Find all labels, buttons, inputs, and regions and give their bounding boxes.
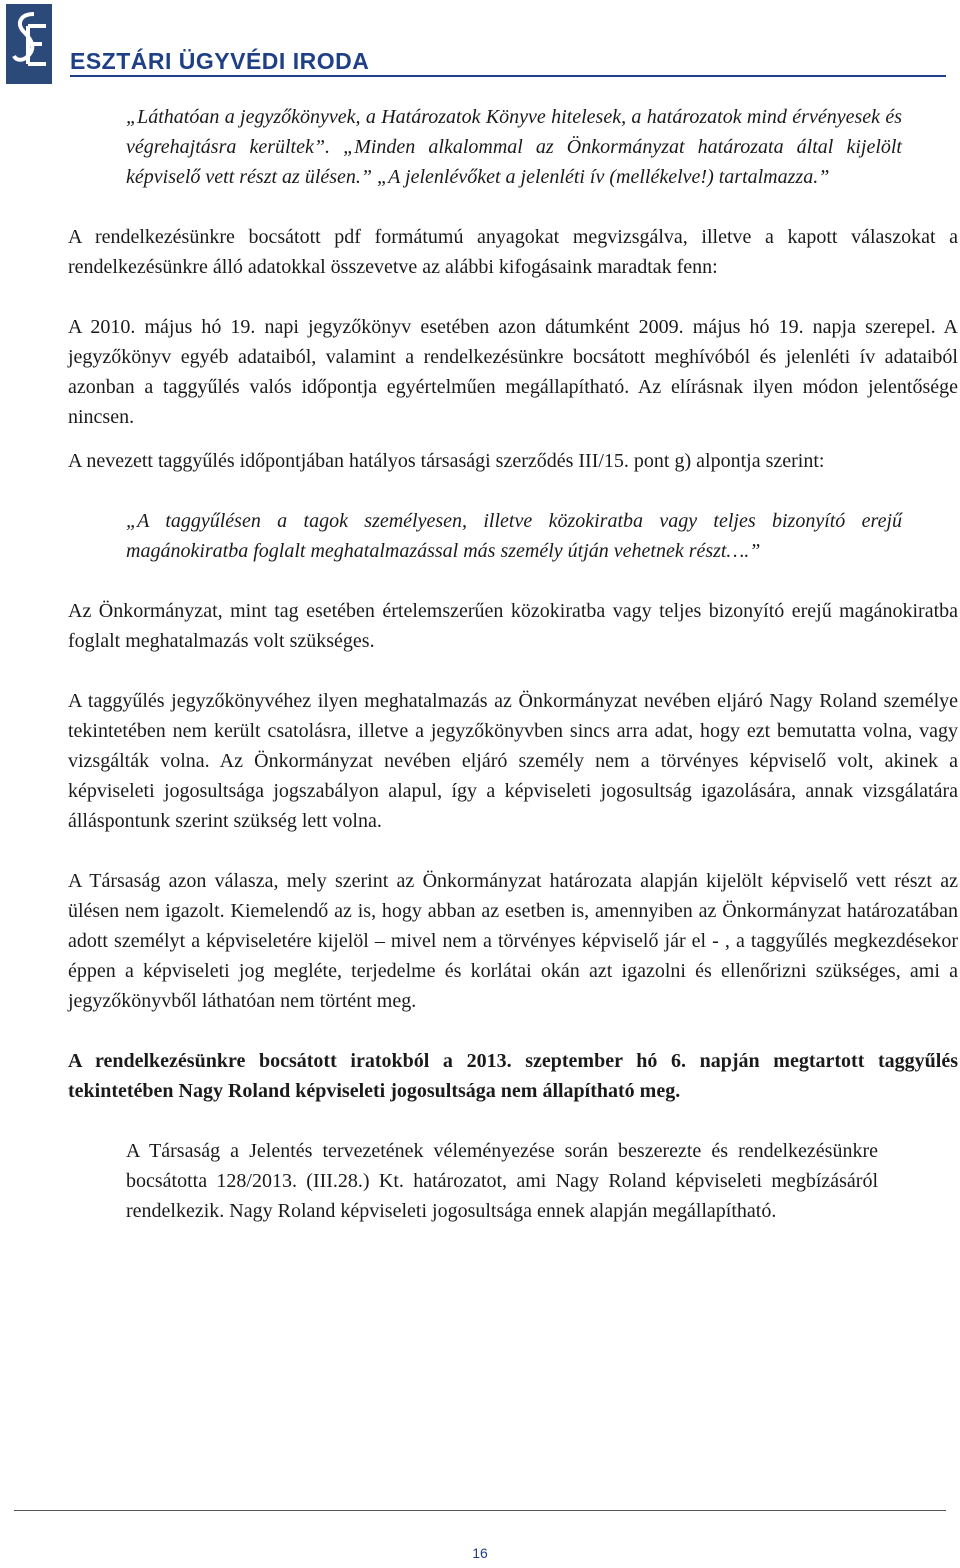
intro-paragraph: A rendelkezésünkre bocsátott pdf formátumú anyagokat megvizsgálva, illetve a kapott válaszokat a rendelkezésünkre álló adatokkal összevetve az alábbi kifogásaink maradtak fenn: [68, 226, 958, 278]
date-discrepancy-paragraph: A 2010. május hó 19. napi jegyzőkönyv esetében azon dátumként 2009. május hó 19. napja szerepel. A jegyzőkönyv egyéb adataiból, valamint a rendelkezésünkre bocsátott meghívóból és jelenléti ív adataiból azonban a taggyűlés valós időpontja egyértelműen megállapítható. Az elírásnak ilyen módon jelentősége nincsen. [68, 316, 958, 428]
footer-divider [14, 1510, 946, 1511]
supplementary-note: A Társaság a Jelentés tervezetének véleményezése során beszerezte és rendelkezésünkre bocsátotta 128/2013. (III.28.) Kt. határozatot, ami Nagy Roland képviseleti megbízásáról rendelkezik. Nagy Roland képviseleti jogosultsága ennek alapján megállapítható. [126, 1140, 878, 1222]
authorization-requirement-paragraph: Az Önkormányzat, mint tag esetében értelemszerűen közokiratba vagy teljes bizonyító erejű magánokiratba foglalt meghatalmazás volt szükséges. [68, 600, 958, 652]
contract-reference-paragraph: A nevezett taggyűlés időpontjában hatályos társasági szerződés III/15. pont g) alpontja szerint: [68, 450, 825, 472]
firm-monogram-icon [6, 4, 52, 84]
company-response-paragraph: A Társaság azon válasza, mely szerint az Önkormányzat határozata alapján kijelölt képviselő vett részt az ülésen nem igazolt. Kiemelendő az is, hogy abban az esetben is, amennyiben az Önkormányzat határozatában adott személyt a képviseletére kijelöl – mivel nem a törvényes képviselő jár el - , a taggyűlés megkezdésekor éppen a képviseleti jog megléte, terjedelme és korlátai okán azt igazolni és ellenőrizni szükséges, ami a jegyzőkönyvből láthatóan nem történt meg. [68, 870, 958, 1012]
conclusion-paragraph: A rendelkezésünkre bocsátott iratokból a 2013. szeptember hó 6. napján megtartott taggyűlés tekintetében Nagy Roland képviseleti jogosultsága nem állapítható meg. [68, 1050, 958, 1102]
page-number: 16 [472, 1545, 488, 1561]
missing-authorization-paragraph: A taggyűlés jegyzőkönyvéhez ilyen meghatalmazás az Önkormányzat nevében eljáró Nagy Roland személye tekintetében nem került csatolásra, illetve a jegyzőkönyvben sincs arra adat, hogy ezt bemutatta volna, vagy vizsgálták volna. Az Önkormányzat nevében eljáró személy nem a törvényes képviselő volt, akinek a képviseleti jogosultsága jogszabályon alapul, így a képviseleti jogosultság igazolására, annak vizsgálatára álláspontunk szerint szükség lett volna. [68, 690, 958, 832]
header-divider [70, 75, 946, 77]
contract-quote: „A taggyűlésen a tagok személyesen, illetve közokiratba vagy teljes bizonyító erejű magánokiratba foglalt meghatalmazással más személy útján vehetnek részt….” [126, 510, 902, 562]
firm-name: ESZTÁRI ÜGYVÉDI IRODA [70, 48, 370, 74]
document-body [68, 102, 958, 1226]
page-header [0, 0, 960, 90]
quoted-statement: „Láthatóan a jegyzőkönyvek, a Határozatok Könyve hitelesek, a határozatok mind érvényesek és végrehajtásra kerültek”. „Minden alkalommal az Önkormányzat határozata által kijelölt képviselő vett részt az ülésen.” „A jelenlévőket a jelenléti ív (mellékelve!) tartalmazza.” [126, 106, 902, 188]
